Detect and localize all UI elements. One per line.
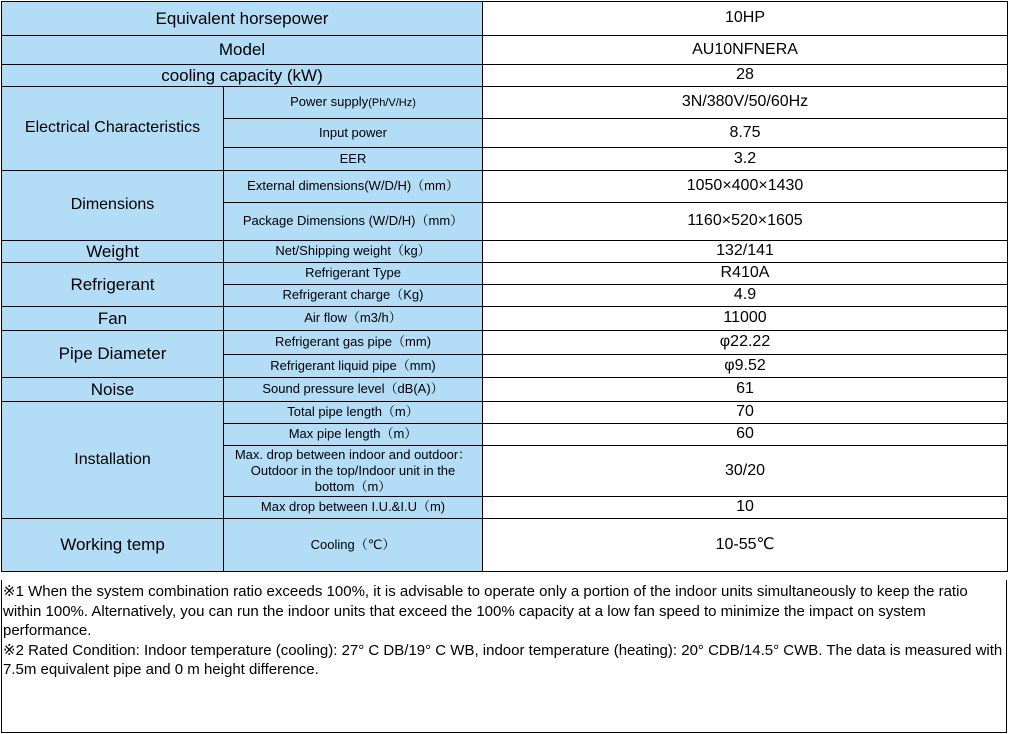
power-supply-unit: (Ph/V/Hz) <box>368 97 416 110</box>
air-flow-label: Air flow（m3/h） <box>224 307 483 331</box>
row-fan <box>2 307 1008 331</box>
sound-pressure-value: 61 <box>483 378 1008 402</box>
dimensions-label: Dimensions <box>2 171 224 241</box>
max-drop-line2: Outdoor in the top/Indoor unit in the <box>250 462 456 478</box>
cooling-capacity-label: cooling capacity (kW) <box>2 65 483 87</box>
footnote-1: ※1 When the system combination ratio exceeds 100%, it is advisable to operate only a portion of the indoor units simultaneously to keep the ratio within 100%. Alternatively, you can run the indoor units that exceed the 100% capacity at a low fan speed to minimize the impact on system performance. <box>3 583 968 639</box>
eer-label: EER <box>224 148 483 171</box>
input-power-value: 8.75 <box>483 119 1008 148</box>
max-drop-value: 30/20 <box>483 446 1008 497</box>
row-noise <box>2 378 1008 402</box>
row-gas-pipe <box>2 331 1008 355</box>
model-label: Model <box>2 36 483 65</box>
max-drop-iu-value: 10 <box>483 497 1008 519</box>
fan-label: Fan <box>2 307 224 331</box>
input-power-label: Input power <box>224 119 483 148</box>
refrigerant-charge-value: 4.9 <box>483 285 1008 307</box>
row-cooling-capacity <box>2 65 1008 87</box>
row-refrigerant-type <box>2 263 1008 285</box>
row-working-temp <box>2 519 1008 572</box>
row-power-supply <box>2 87 1008 119</box>
external-dimensions-label: External dimensions(W/D/H)（mm） <box>224 171 483 203</box>
external-dimensions-value: 1050×400×1430 <box>483 171 1008 203</box>
pipe-diameter-label: Pipe Diameter <box>2 331 224 378</box>
package-dimensions-label: Package Dimensions (W/D/H)（mm） <box>224 203 483 241</box>
liquid-pipe-value: φ9.52 <box>483 355 1008 378</box>
weight-value: 132/141 <box>483 241 1008 263</box>
installation-label: Installation <box>2 402 224 519</box>
total-pipe-value: 70 <box>483 402 1008 424</box>
footnote-2: ※2 Rated Condition: Indoor temperature (cooling): 27° C DB/19° C WB, indoor temperature (heating): 20° CDB/14.5° CWB. The data is measured with 7.5m equivalent pipe and 0 m height difference. <box>3 641 1003 678</box>
refrigerant-type-label: Refrigerant Type <box>224 263 483 285</box>
max-pipe-value: 60 <box>483 424 1008 446</box>
max-drop-line3: bottom（m） <box>314 479 392 495</box>
max-drop-iu-label: Max drop between I.U.&I.U（m) <box>224 497 483 519</box>
cooling-temp-value: 10-55℃ <box>483 519 1008 572</box>
total-pipe-label: Total pipe length（m） <box>224 402 483 424</box>
liquid-pipe-label: Refrigerant liquid pipe（mm) <box>224 355 483 378</box>
eer-value: 3.2 <box>483 148 1008 171</box>
cooling-temp-label: Cooling（℃） <box>224 519 483 572</box>
noise-label: Noise <box>2 378 224 402</box>
row-horsepower <box>2 2 1008 36</box>
model-value: AU10NFNERA <box>483 36 1008 65</box>
refrigerant-charge-label: Refrigerant charge（Kg) <box>224 285 483 307</box>
weight-sub-label: Net/Shipping weight（kg） <box>224 241 483 263</box>
row-model <box>2 36 1008 65</box>
package-dimensions-value: 1160×520×1605 <box>483 203 1008 241</box>
max-drop-label <box>224 446 483 497</box>
sound-pressure-label: Sound pressure level（dB(A)） <box>224 378 483 402</box>
row-weight <box>2 241 1008 263</box>
horsepower-label: Equivalent horsepower <box>2 2 483 36</box>
footnotes <box>1 580 1007 733</box>
spec-table <box>1 1 1008 572</box>
row-external-dimensions <box>2 171 1008 203</box>
max-pipe-label: Max pipe length（m） <box>224 424 483 446</box>
max-drop-line1: Max. drop between indoor and outdoor： <box>234 446 472 462</box>
row-total-pipe <box>2 402 1008 424</box>
gas-pipe-value: φ22.22 <box>483 331 1008 355</box>
air-flow-value: 11000 <box>483 307 1008 331</box>
power-supply-text: Power supply <box>290 94 369 110</box>
refrigerant-label: Refrigerant <box>2 263 224 307</box>
working-temp-label: Working temp <box>2 519 224 572</box>
cooling-capacity-value: 28 <box>483 65 1008 87</box>
power-supply-label <box>224 87 483 119</box>
electrical-label: Electrical Characteristics <box>2 87 224 171</box>
horsepower-value: 10HP <box>483 2 1008 36</box>
weight-label: Weight <box>2 241 224 263</box>
gas-pipe-label: Refrigerant gas pipe（mm) <box>224 331 483 355</box>
refrigerant-type-value: R410A <box>483 263 1008 285</box>
power-supply-value: 3N/380V/50/60Hz <box>483 87 1008 119</box>
